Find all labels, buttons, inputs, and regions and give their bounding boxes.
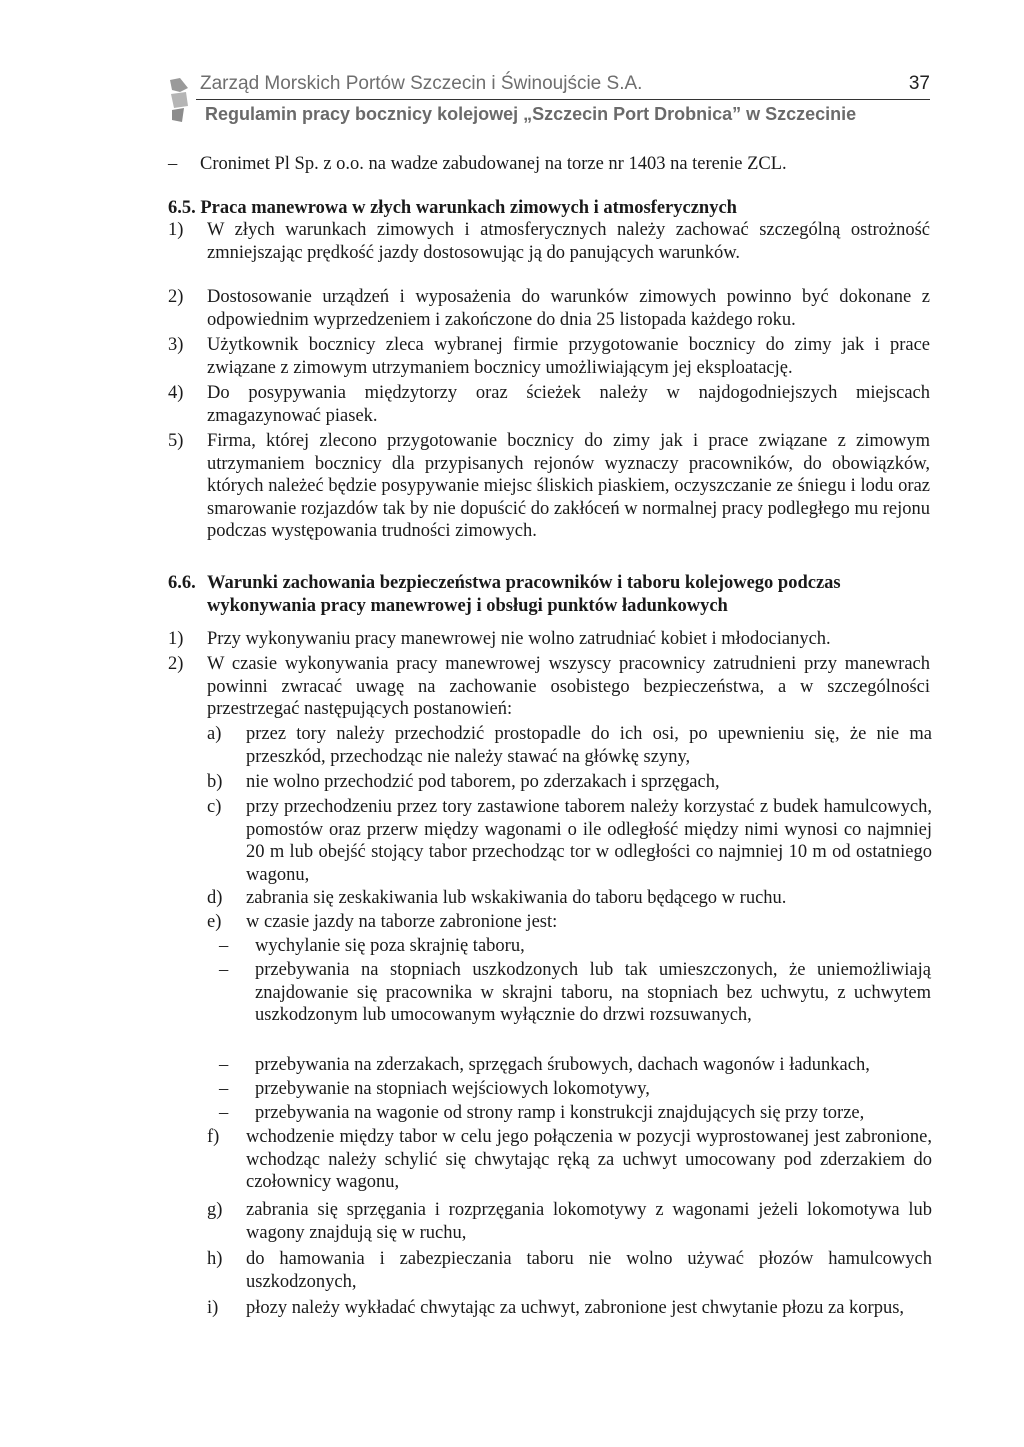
sublist-item: przy przechodzeniu przez tory zastawione taborem należy korzystać z budek hamulcowych, pomostów oraz przerw między wagonami o ile odległość między nimi wynosi co najmniej 20 m lub obejść stojący tabor przechodząc tor w odległości co najmniej 10 m od ostatniego wagonu, [246, 797, 932, 885]
list-item: W złych warunkach zimowych i atmosferycznych należy zachować szczególną ostrożność zmniejszając prędkość jazdy dostosowując ją do panujących warunków. [207, 220, 930, 263]
list-dash: – [219, 936, 229, 956]
sublist-item: nie wolno przechodzić pod taborem, po zderzakach i sprzęgach, [246, 772, 720, 792]
page-number: 37 [908, 73, 930, 94]
list-item: W czasie wykonywania pracy manewrowej wszyscy pracownicy zatrudnieni przy manewrach powinni zwracać uwagę na zachowanie osobistego bezpieczeństwa, a w szczególności przestrzegać następujących postanowień: [207, 654, 930, 719]
section-6-6-heading-line1: Warunki zachowania bezpieczeństwa pracowników i taboru kolejowego podczas [207, 573, 841, 593]
list-item: Firma, której zlecono przygotowanie bocznicy do zimy jak i prace związane z zimowym utrzymaniem bocznicy dla przypisanych rejonów wyznaczy pracowników, do obowiązków, których należeć będzie posypywanie miejsc śliskich piaskiem, oczyszczanie ze śniegu i lodu oraz smarowanie rozjazdów tak by nie dopuścić do zakłóceń w normalnej pracy podległego mu rejonu podczas występowania trudności zimowych. [207, 431, 930, 541]
list-item: Użytkownik bocznicy zleca wybranej firmie przygotowanie bocznicy do zimy jak i prace związane z zimowym utrzymaniem bocznicy umożliwiającym jej eksploatację. [207, 335, 930, 378]
section-6-5-heading: 6.5. Praca manewrowa w złych warunkach zimowych i atmosferycznych [168, 198, 737, 218]
header-divider [196, 99, 930, 100]
dash-item: przebywanie na stopniach wejściowych lokomotywy, [255, 1079, 650, 1099]
section-6-6-number: 6.6. [168, 573, 196, 593]
list-dash: – [168, 154, 178, 174]
list-marker: 1) [168, 220, 184, 240]
list-marker: 2) [168, 654, 184, 674]
dash-item: przebywania na zderzakach, sprzęgach śrubowych, dachach wagonów i ładunkach, [255, 1055, 870, 1075]
port-authority-logo-icon [168, 76, 190, 126]
sublist-item: do hamowania i zabezpieczania taboru nie wolno używać płozów hamulcowych uszkodzonych, [246, 1249, 932, 1292]
sublist-marker: i) [207, 1298, 219, 1318]
list-marker: 1) [168, 629, 184, 649]
list-marker: 3) [168, 335, 184, 355]
sublist-item: płozy należy wykładać chwytając za uchwyt, zabronione jest chwytanie płozu za korpus, [246, 1298, 905, 1318]
list-dash: – [219, 960, 229, 980]
sublist-marker: b) [207, 772, 223, 792]
sublist-item: w czasie jazdy na taborze zabronione jest: [246, 912, 558, 932]
list-dash: – [219, 1103, 229, 1123]
list-marker: 5) [168, 431, 184, 451]
sublist-marker: f) [207, 1127, 220, 1147]
sublist-marker: a) [207, 724, 222, 744]
list-dash: – [219, 1055, 229, 1075]
sublist-marker: h) [207, 1249, 223, 1269]
dash-item: przebywania na stopniach uszkodzonych lub tak umieszczonych, że uniemożliwiają znajdowanie się pracownika w skrajni taboru, na stopniach bez uchwytu, z uchwytem uszkodzonym lub umocowanym wyłącznie do drzwi rozsuwanych, [255, 960, 931, 1025]
section-6-6-heading-line2: wykonywania pracy manewrowej i obsługi punktów ładunkowych [207, 596, 728, 616]
list-marker: 4) [168, 383, 184, 403]
dash-item: wychylanie się poza skrajnię taboru, [255, 936, 525, 956]
intro-line: Cronimet Pl Sp. z o.o. na wadze zabudowanej na torze nr 1403 na terenie ZCL. [200, 154, 787, 174]
header-organization: Zarząd Morskich Portów Szczecin i Świnoujście S.A. [200, 73, 643, 94]
header-document-title: Regulamin pracy bocznicy kolejowej „Szczecin Port Drobnica” w Szczecinie [205, 104, 857, 124]
list-item: Przy wykonywaniu pracy manewrowej nie wolno zatrudniać kobiet i młodocianych. [207, 629, 831, 649]
sublist-item: zabrania się zeskakiwania lub wskakiwania do taboru będącego w ruchu. [246, 888, 787, 908]
sublist-item: zabrania się sprzęgania i rozprzęgania lokomotywy z wagonami jeżeli lokomotywa lub wagony znajdują się w ruchu, [246, 1200, 932, 1243]
sublist-marker: g) [207, 1200, 223, 1220]
list-item: Do posypywania międzytorzy oraz ścieżek należy w najdogodniejszych miejscach zmagazynować piasek. [207, 383, 930, 426]
sublist-marker: d) [207, 888, 223, 908]
dash-item: przebywania na wagonie od strony ramp i konstrukcji znajdujących się przy torze, [255, 1103, 865, 1123]
sublist-marker: e) [207, 912, 222, 932]
sublist-item: przez tory należy przechodzić prostopadle do ich osi, po upewnieniu się, że nie ma przeszkód, przechodząc nie należy stawać na główkę szyny, [246, 724, 932, 767]
sublist-item: wchodzenie między tabor w celu jego połączenia w pozycji wyprostowanej jest zabronione, wchodząc należy schylić się chwytając ręką za uchwyt umocowany pod zderzakiem do czołownicy wagonu, [246, 1127, 932, 1192]
list-item: Dostosowanie urządzeń i wyposażenia do warunków zimowych powinno być dokonane z odpowiednim wyprzedzeniem i zakończone do dnia 25 listopada każdego roku. [207, 287, 930, 330]
list-marker: 2) [168, 287, 184, 307]
sublist-marker: c) [207, 797, 222, 817]
list-dash: – [219, 1079, 229, 1099]
